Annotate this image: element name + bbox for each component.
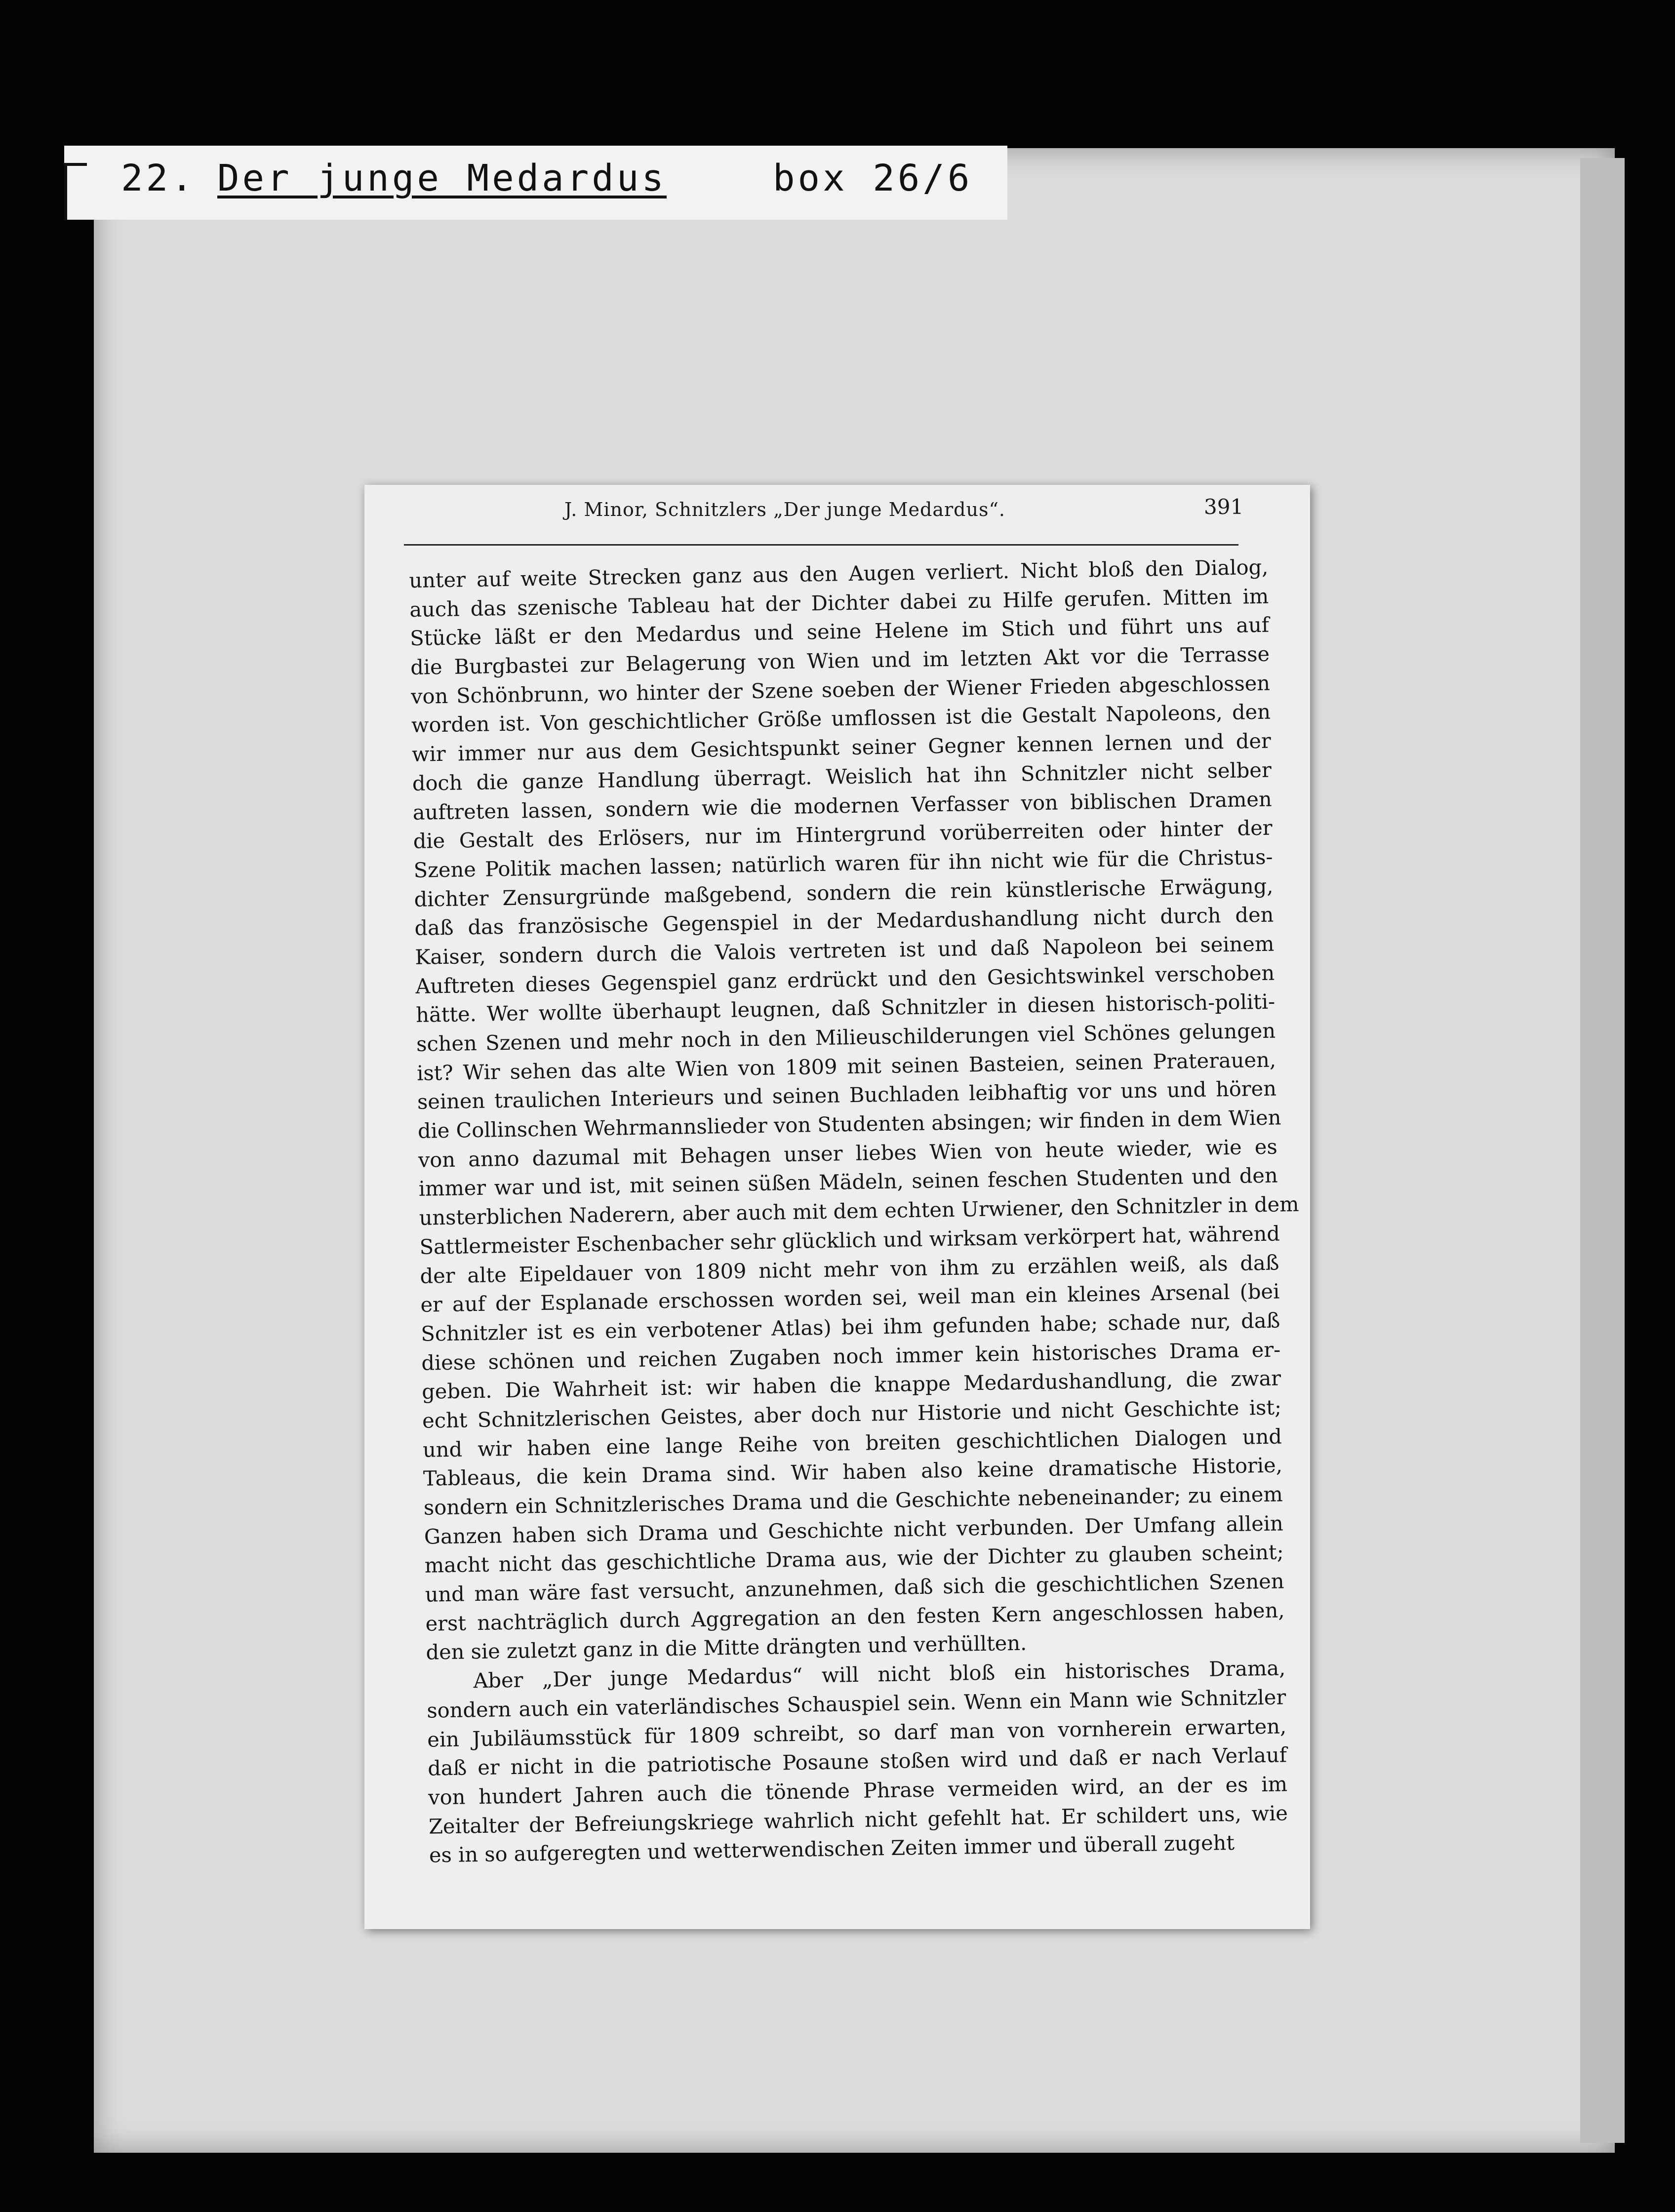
article-line: der alte Eipeldauer von 1809 nicht mehr von ihm zu erzählen weiß, als daß bbox=[420, 1250, 1279, 1288]
article-line: die Collinschen Wehrmannslieder von Studenten absingen; wir finden in dem Wien bbox=[417, 1105, 1281, 1143]
article-line: Stücke läßt er den Medardus und seine Helene im Stich und führt uns auf bbox=[409, 613, 1270, 651]
article-line: sondern auch ein vaterländisches Schauspiel sein. Wenn ein Mann wie Schnitzler bbox=[427, 1685, 1286, 1723]
article-line: unter auf weite Strecken ganz aus den Augen verliert. Nicht bloß den Dialog, bbox=[409, 554, 1269, 592]
box-label: box 26/6 bbox=[773, 157, 973, 199]
page-number: 391 bbox=[1204, 495, 1244, 519]
article-line: auftreten lassen, sondern wie die modernen Verfasser von biblischen Dramen bbox=[412, 787, 1272, 825]
folder-number: 22. bbox=[121, 157, 196, 199]
article-line: daß das französische Gegenspiel in der Medardushandlung nicht durch den bbox=[414, 902, 1274, 941]
article-line: Szene Politik machen lassen; natürlich waren für ihn nicht wie für die Christus- bbox=[413, 844, 1273, 882]
article-line: die Burgbastei zur Belagerung von Wien und im letzten Akt vor die Terrasse bbox=[410, 641, 1270, 680]
article-line: wir immer nur aus dem Gesichtspunkt seiner Gegner kennen lernen und der bbox=[411, 728, 1272, 767]
article-line: schen Szenen und mehr noch in den Milieuschilderungen viel Schönes gelungen bbox=[416, 1018, 1276, 1056]
article-line: diese schönen und reichen Zugaben noch immer kein historisches Drama er- bbox=[421, 1337, 1281, 1375]
article-line: Kaiser, sondern durch die Valois vertreten ist und daß Napoleon bei seinem bbox=[415, 931, 1275, 969]
article-line: worden ist. Von geschichtlicher Größe umflossen ist die Gestalt Napoleons, den bbox=[411, 700, 1271, 738]
article-line: den sie zuletzt ganz in die Mitte drängten und verhüllten. bbox=[426, 1631, 1027, 1665]
article-line: Tableaus, die kein Drama sind. Wir haben also keine dramatische Historie, bbox=[423, 1453, 1283, 1491]
article-line: echt Schnitzlerischen Geistes, aber doch nur Historie und nicht Geschichte ist; bbox=[422, 1395, 1282, 1433]
article-line: von Schönbrunn, wo hinter der Szene soeben der Wiener Frieden abgeschlossen bbox=[410, 671, 1271, 709]
label-bracket bbox=[64, 163, 87, 220]
folder-title: Der junge Medardus bbox=[217, 157, 667, 199]
article-line: und man wäre fast versucht, anzunehmen, daß sich die geschichtlichen Szenen bbox=[425, 1569, 1284, 1607]
article-line: erst nachträglich durch Aggregation an den festen Kern angeschlossen haben, bbox=[425, 1598, 1285, 1636]
article-line: ein Jubiläumsstück für 1809 schreibt, so darf man von vornherein erwarten, bbox=[427, 1713, 1287, 1752]
folder-edge bbox=[1580, 158, 1625, 2143]
article-line: von hundert Jahren auch die tönende Phrase vermeiden wird, an der es im bbox=[428, 1772, 1288, 1810]
article-line: macht nicht das geschichtliche Drama aus, wie der Dichter zu glauben scheint; bbox=[424, 1540, 1284, 1578]
running-head: J. Minor, Schnitzlers „Der junge Medardus“. bbox=[564, 499, 1005, 520]
article-body bbox=[409, 553, 1299, 1870]
article-line: doch die ganze Handlung überragt. Weislich hat ihn Schnitzler nicht selber bbox=[412, 757, 1272, 795]
clipping-header bbox=[397, 495, 1271, 529]
article-line: Auftreten dieses Gegenspiel ganz erdrückt und den Gesichtswinkel verschoben bbox=[415, 960, 1275, 998]
article-line: Schnitzler ist es ein verbotener Atlas) bei ihm gefunden habe; schade nur, daß bbox=[421, 1308, 1280, 1346]
article-line: es in so aufgeregten und wetterwendischen Zeiten immer und überall zugeht bbox=[429, 1830, 1235, 1867]
newspaper-clipping bbox=[364, 485, 1310, 1929]
article-line: und wir haben eine lange Reihe von breiten geschichtlichen Dialogen und bbox=[422, 1424, 1282, 1462]
header-rule bbox=[404, 544, 1238, 546]
article-line: Ganzen haben sich Drama und Geschichte nicht verbunden. Der Umfang allein bbox=[424, 1511, 1284, 1549]
article-line: unsterblichen Naderern, aber auch mit dem echten Urwiener, den Schnitzler in dem bbox=[419, 1191, 1299, 1230]
article-line: die Gestalt des Erlösers, nur im Hintergrund vorüberreiten oder hinter der bbox=[413, 815, 1273, 854]
article-line: sondern ein Schnitzlerisches Drama und die Geschichte nebeneinander; zu einem bbox=[423, 1482, 1283, 1520]
article-line: geben. Die Wahrheit ist: wir haben die knappe Medardushandlung, die zwar bbox=[421, 1366, 1281, 1404]
article-line: ist? Wir sehen das alte Wien von 1809 mit seinen Basteien, seinen Praterauen, bbox=[416, 1047, 1276, 1085]
article-line: seinen traulichen Interieurs und seinen Buchladen leibhaftig vor uns und hören bbox=[417, 1076, 1277, 1114]
article-line: Sattlermeister Eschenbacher sehr glücklich und wirksam verkörpert hat, während bbox=[419, 1221, 1280, 1259]
article-line: Zeitalter der Befreiungskriege wahrlich nicht gefehlt hat. Er schildert uns, wie bbox=[428, 1800, 1288, 1839]
article-line: dichter Zensurgründe maßgebend, sondern die rein künstlerische Erwägung, bbox=[414, 873, 1274, 911]
article-line: daß er nicht in die patriotische Posaune stoßen wird und daß er nach Verlauf bbox=[427, 1742, 1287, 1780]
article-line: Aber „Der junge Medardus“ will nicht bloß ein historisches Drama, bbox=[473, 1656, 1286, 1693]
article-line: hätte. Wer wollte überhaupt leugnen, daß Schnitzler in diesen historisch-politi- bbox=[415, 989, 1276, 1027]
article-line: er auf der Esplanade erschossen worden sei, weil man ein kleines Arsenal (bei bbox=[420, 1279, 1280, 1317]
article-line: immer war und ist, mit seinen süßen Mädeln, seinen feschen Studenten und den bbox=[418, 1163, 1278, 1201]
article-line: von anno dazumal mit Behagen unser liebes Wien von heute wieder, wie es bbox=[418, 1134, 1278, 1172]
article-line: auch das szenische Tableau hat der Dichter dabei zu Hilfe gerufen. Mitten im bbox=[409, 584, 1269, 622]
